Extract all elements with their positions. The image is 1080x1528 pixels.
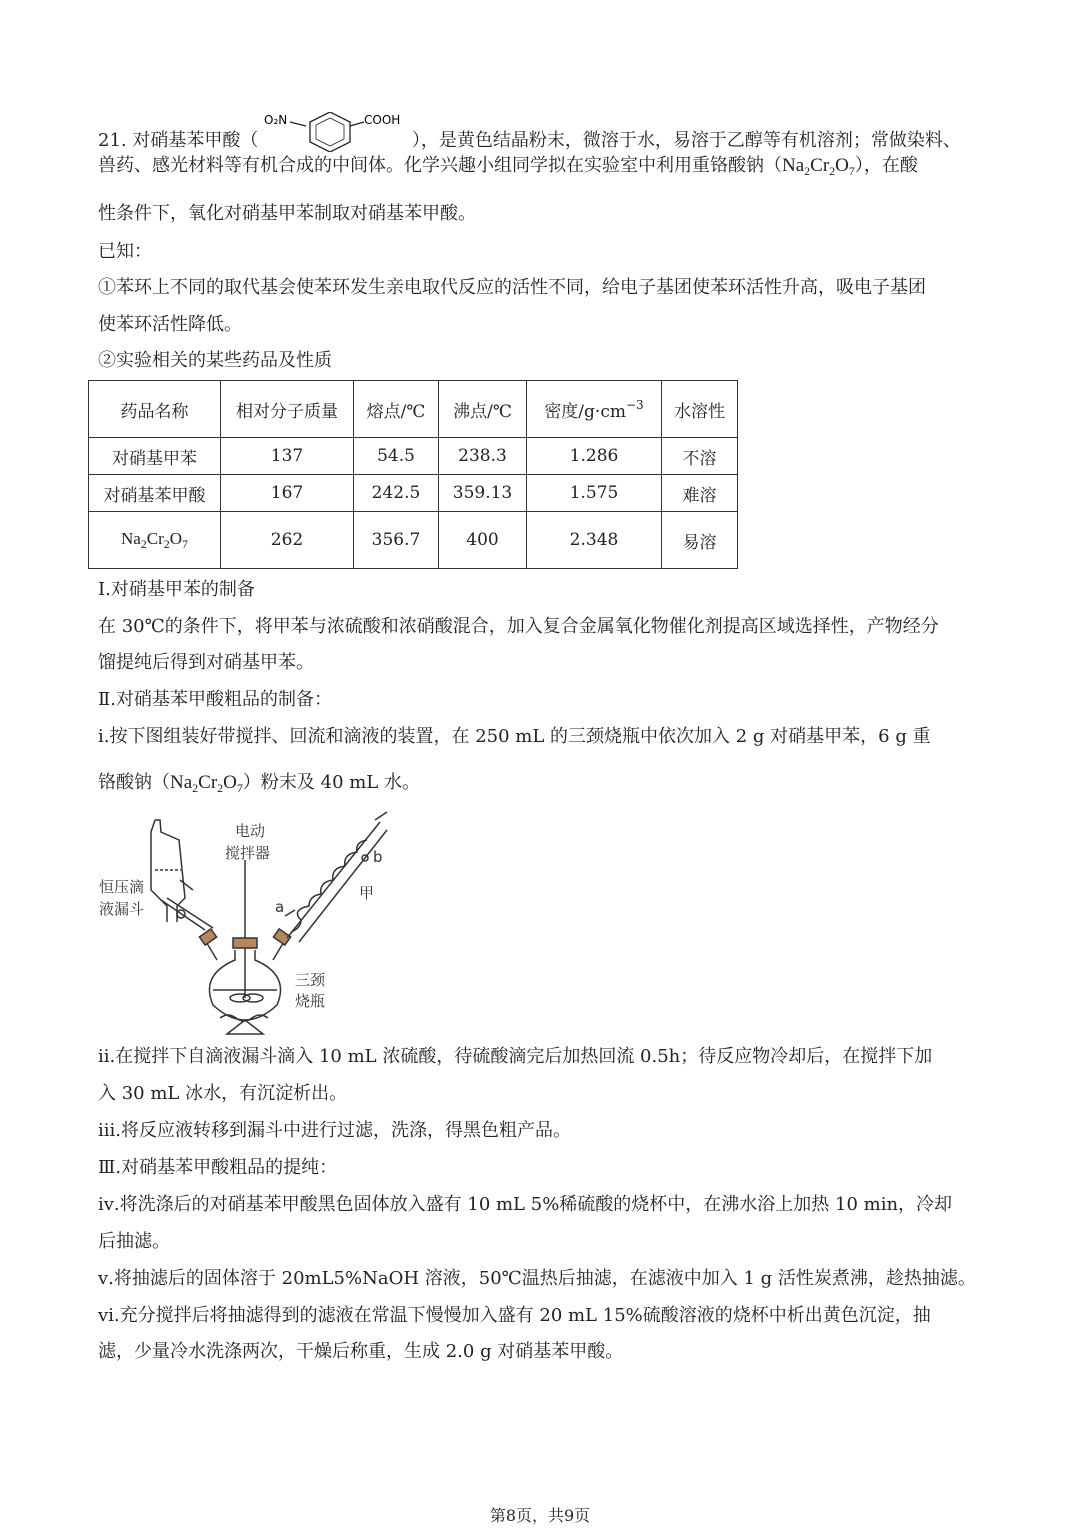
table-header-cell: 药品名称 — [89, 381, 221, 438]
properties-table — [88, 380, 738, 569]
known-item-2: ②实验相关的某些药品及性质 — [98, 350, 332, 371]
known-item-1b: 使苯环活性降低。 — [98, 314, 242, 335]
step-ii-b: 入 30 mL 冰水，有沉淀析出。 — [98, 1083, 348, 1104]
apparatus-diagram — [95, 810, 405, 1035]
table-row: 对硝基苯甲酸 167 242.5 359.13 1.575 难溶 — [89, 475, 738, 512]
section-3-title: Ⅲ.对硝基苯甲酸粗品的提纯： — [98, 1157, 338, 1178]
table-row: $Na_2Cr_2O_7$ 262 356.7 400 2.348 易溶 — [89, 512, 738, 569]
label-b: b — [373, 848, 383, 866]
step-iii: ⅲ.将反应液转移到漏斗中进行过滤，洗涤，得黑色粗产品。 — [98, 1120, 571, 1141]
table-header-cell: 密度$/g\cdot cm^{-3}$ — [527, 381, 662, 438]
table-header-cell: 水溶性 — [662, 381, 738, 438]
step-i-a: ⅰ.按下图组装好带搅拌、回流和滴液的装置，在 250 mL 的三颈烧瓶中依次加入 2 g 对硝基甲苯，6 g 重 — [98, 726, 931, 747]
question-number: 21. — [98, 130, 127, 151]
table-header-row — [89, 381, 738, 438]
struct-right-text: COOH — [364, 113, 401, 127]
step-iv-a: ⅳ.将洗涤后的对硝基苯甲酸黑色固体放入盛有 10 mL 5%稀硫酸的烧杯中，在沸水浴上加热 10 min，冷却 — [98, 1194, 953, 1215]
flask-label-2: 烧瓶 — [295, 992, 326, 1010]
step-i-b: 铬酸钠$(Na_2Cr_2O_7)$粉末及 40 mL 水。 — [98, 772, 420, 795]
stopper-left — [199, 929, 216, 945]
structure-formula-image — [264, 112, 406, 152]
section-1-text-b: 馏提纯后得到对硝基甲苯。 — [98, 652, 314, 673]
funnel-label-1: 恒压滴 — [99, 878, 145, 896]
question-intro-line-1 — [98, 112, 961, 153]
table-header-cell: 熔点/℃ — [354, 381, 439, 438]
step-ii-a: ⅱ.在搅拌下自滴液漏斗滴入 10 mL 浓硫酸，待硫酸滴完后加热回流 0.5h；待反应物冷却后，在搅拌下加 — [98, 1046, 933, 1067]
funnel-label-2: 液漏斗 — [99, 900, 145, 918]
step-vi-b: 滤，少量冷水洗涤两次，干燥后称重，生成 2.0 g 对硝基苯甲酸。 — [98, 1341, 624, 1362]
section-1-text-a: 在 30℃的条件下，将甲苯与浓硫酸和浓硝酸混合，加入复合金属氧化物催化剂提高区域选择性，产物经分 — [98, 616, 939, 637]
label-a: a — [275, 898, 285, 916]
known-label: 已知： — [98, 241, 152, 262]
page-footer: 第8页，共9页 — [489, 1506, 591, 1525]
struct-left-text: O₂N — [264, 113, 288, 127]
question-intro-line-3: 性条件下，氧化对硝基甲苯制取对硝基苯甲酸。 — [98, 203, 476, 224]
step-iv-b: 后抽滤。 — [98, 1231, 170, 1252]
section-1-title: Ⅰ.对硝基甲苯的制备 — [98, 579, 255, 600]
compound-name: 对硝基苯甲酸（ — [132, 130, 259, 151]
stopper-center — [233, 938, 257, 948]
motor-label-1: 电动 — [235, 822, 266, 840]
motor-label-2: 搅拌器 — [225, 844, 271, 862]
benzene-ring-icon — [264, 112, 406, 152]
step-vi-a: ⅵ.充分搅拌后将抽滤得到的滤液在常温下慢慢加入盛有 20 mL 15%硫酸溶液的烧杯中析出黄色沉淀，抽 — [98, 1305, 931, 1326]
known-item-1a: ①苯环上不同的取代基会使苯环发生亲电取代反应的活性不同，给电子基团使苯环活性升高，吸电子基团 — [98, 277, 926, 298]
section-2-title: Ⅱ.对硝基苯甲酸粗品的制备： — [98, 689, 332, 710]
label-jia: 甲 — [359, 884, 375, 902]
intro-rest-1: ），是黄色结晶粉末，微溶于水，易溶于乙醇等有机溶剂；常做染料、 — [411, 130, 961, 151]
na2cr2o7-cell: $Na_2Cr_2O_7$ — [89, 512, 221, 569]
table-row: 对硝基甲苯 137 54.5 238.3 1.286 不溶 — [89, 438, 738, 475]
table-header-cell: 相对分子质量 — [221, 381, 354, 438]
flask-label-1: 三颈 — [295, 971, 326, 989]
step-v: ⅴ.将抽滤后的固体溶于 20mL5%NaOH 溶液，50℃温热后抽滤，在滤液中加入 1 g 活性炭煮沸，趁热抽滤。 — [98, 1268, 976, 1289]
question-intro-line-2: 兽药、感光材料等有机合成的中间体。化学兴趣小组同学拟在实验室中利用重铬酸钠$(Na_2Cr_2O_7)$，在酸 — [98, 155, 918, 178]
na2cr2o7-formula: $Na_2Cr_2O_7$ — [782, 155, 855, 178]
na2cr2o7-formula: $Na_2Cr_2O_7$ — [170, 772, 243, 795]
table-header-cell: 沸点/℃ — [439, 381, 527, 438]
